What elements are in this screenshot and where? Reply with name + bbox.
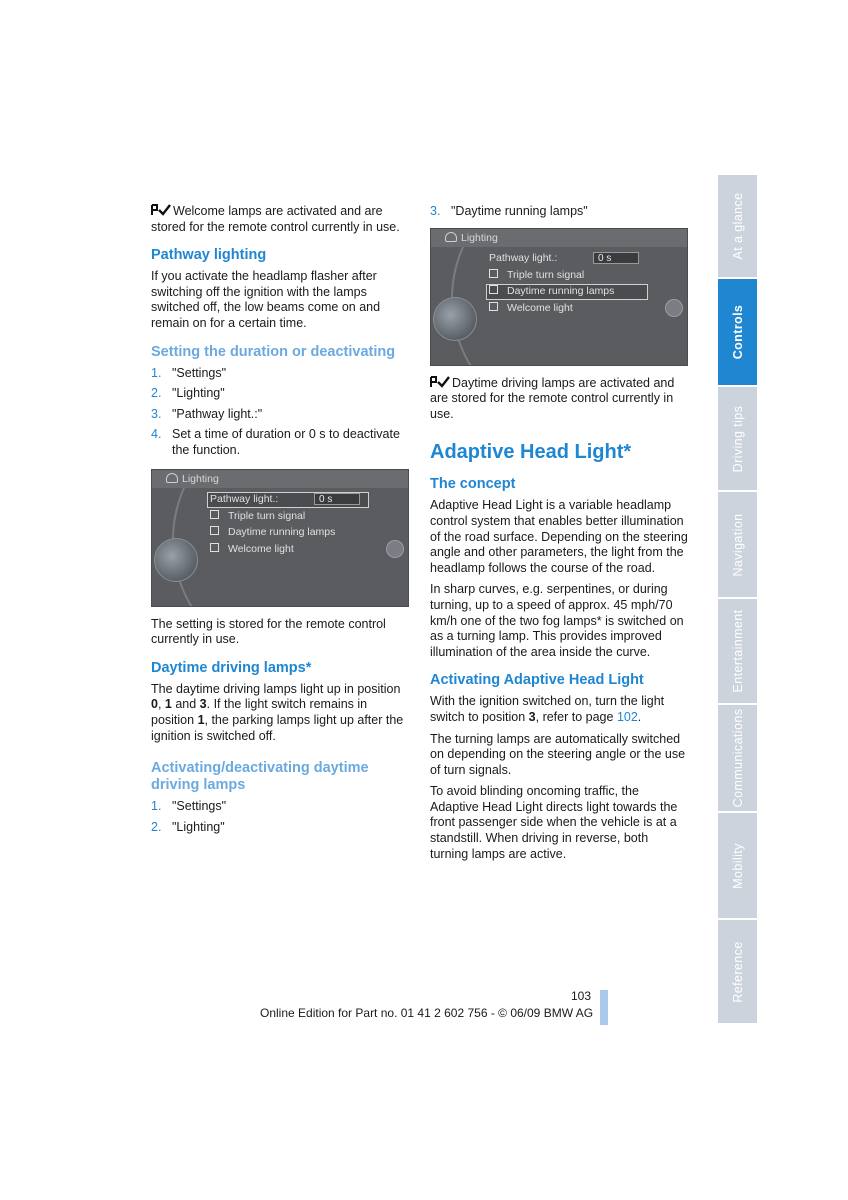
tab-reference[interactable]: Reference: [718, 920, 757, 1025]
footer-text: Online Edition for Part no. 01 41 2 602 756 - © 06/09 BMW AG: [260, 1006, 594, 1020]
activating-text-2: The turning lamps are automatically switched on depending on the steering angle or the use of turn signals.: [430, 731, 686, 777]
activating-ahl-heading: Activating Adaptive Head Light: [430, 672, 644, 689]
pathway-lighting-text: If you activate the headlamp flasher after switching off the ignition with the lamps switched off, the low beams come on and remain on for a certain time.: [151, 269, 381, 330]
page-number: 103: [571, 989, 592, 1003]
controller-knob-icon: [433, 297, 477, 341]
note-daytime-lamps: Daytime driving lamps are activated and are stored for the remote control currently in use.: [430, 375, 675, 421]
left-column: [151, 204, 409, 841]
scroll-knob-icon: [386, 540, 404, 558]
controller-knob-icon: [154, 538, 198, 582]
tab-navigation[interactable]: Navigation: [718, 492, 757, 599]
scroll-knob-icon: [665, 299, 683, 317]
screen-item: Daytime running lamps: [210, 525, 335, 539]
screen-item: Welcome light: [210, 542, 294, 556]
concept-heading: The concept: [430, 476, 516, 493]
note-welcome-lamps: Welcome lamps are activated and are stored for the remote control currently in use.: [151, 204, 400, 234]
pathway-value: 0 s: [314, 493, 360, 505]
screen-title: Lighting: [182, 472, 219, 485]
list-item: 2. "Lighting": [151, 819, 225, 834]
activating-text-3: To avoid blinding oncoming traffic, the Adaptive Head Light directs light towards the front passenger side when the vehicle is at a standstill. When driving in reverse, both turning lamps are active.: [430, 784, 678, 861]
pathway-light-row: Pathway light.:: [489, 251, 558, 264]
concept-text-1: Adaptive Head Light is a variable headlamp control system that enables better illumination of the road surface. Depending on the steering angle and other parameters, the light from the headlamp follows the course of the road.: [430, 498, 688, 575]
list-item: 3. "Pathway light.:": [151, 406, 263, 421]
lighting-screen-pathway: [151, 469, 409, 607]
pathway-light-row: Pathway light.:: [210, 492, 279, 505]
screen-item: Welcome light: [489, 301, 573, 315]
page-marker-bar: [600, 990, 608, 1025]
tab-controls[interactable]: Controls: [718, 279, 757, 387]
tab-mobility[interactable]: Mobility: [718, 813, 757, 920]
screen-title: Lighting: [461, 231, 498, 244]
duration-steps: [151, 366, 409, 459]
list-item: 3. "Daytime running lamps": [430, 204, 588, 218]
pathway-value: 0 s: [593, 252, 639, 264]
concept-text-2: In sharp curves, e.g. serpentines, or during turning, up to a speed of approx. 45 mph/70 km/h one of the two fog lamps* is switched on as a turning lamp. This provides improved illumination of the area inside the curve.: [430, 582, 684, 659]
settings-icon: [445, 232, 457, 242]
list-item: 2. "Lighting": [151, 386, 225, 401]
lighting-screen-daytime: [430, 228, 688, 366]
daytime-steps-cont: [430, 204, 688, 220]
list-item: 4. Set a time of duration or 0 s to deactivate the function.: [151, 427, 400, 457]
tab-at-a-glance[interactable]: At a glance: [718, 175, 757, 279]
screen-item: Daytime running lamps: [489, 284, 614, 298]
screen-item: Triple turn signal: [489, 268, 584, 282]
activating-daytime-heading: Activating/deactivating daytime driving lamps: [151, 760, 369, 794]
activating-text-1: With the ignition switched on, turn the light switch to position 3, refer to page 102.: [430, 694, 665, 724]
duration-heading: Setting the duration or deactivating: [151, 343, 396, 360]
settings-icon: [166, 473, 178, 483]
activating-steps: [151, 799, 409, 835]
stored-text: The setting is stored for the remote control currently in use.: [151, 616, 386, 647]
adaptive-head-light-heading: Adaptive Head Light*: [430, 441, 632, 464]
daytime-heading: Daytime driving lamps*: [151, 659, 312, 676]
daytime-text: The daytime driving lamps light up in position 0, 1 and 3. If the light switch remains in position 1, the parking lamps light up after the ignition is switched off.: [151, 681, 404, 743]
tab-driving-tips[interactable]: Driving tips: [718, 387, 757, 492]
pathway-lighting-heading: Pathway lighting: [151, 247, 267, 264]
checkmark-note-icon: [430, 376, 450, 388]
screen-item: Triple turn signal: [210, 509, 305, 523]
list-item: 1. "Settings": [151, 799, 227, 814]
chapter-tabs: [718, 175, 757, 1025]
right-column: [430, 204, 688, 868]
page-link[interactable]: 102: [616, 709, 638, 724]
list-item: 1. "Settings": [151, 365, 227, 380]
checkmark-note-icon: [151, 204, 171, 216]
tab-communications[interactable]: Communications: [718, 705, 757, 813]
tab-entertainment[interactable]: Entertainment: [718, 599, 757, 705]
